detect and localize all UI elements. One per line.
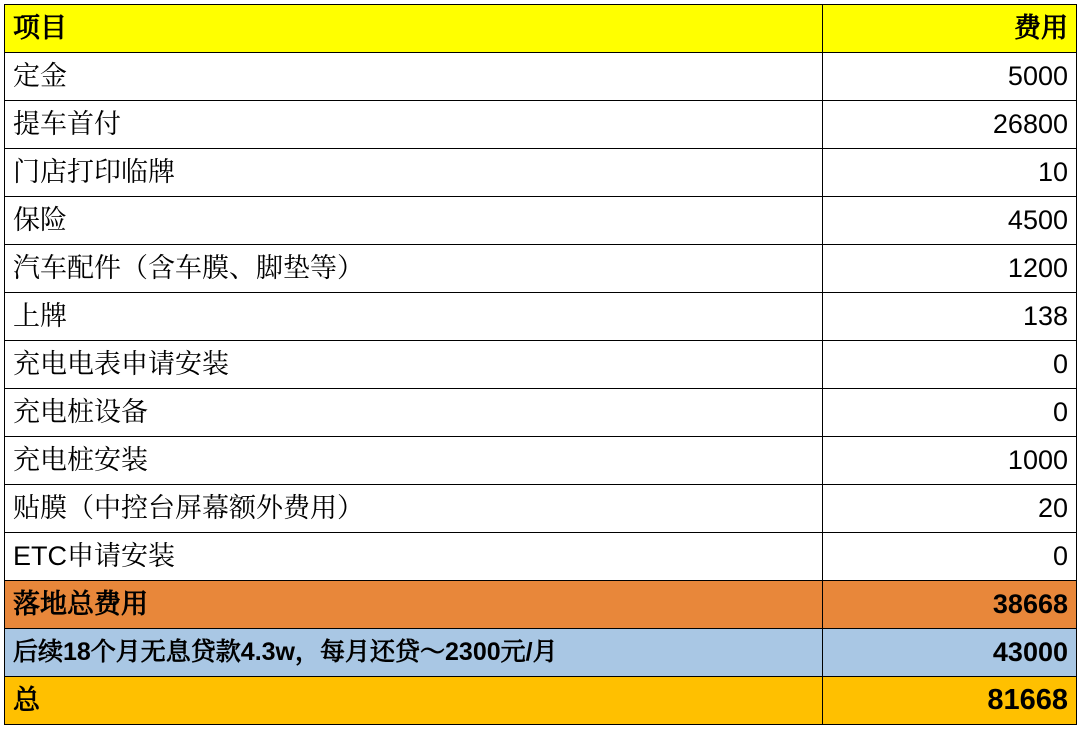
cost-table <box>4 4 1077 725</box>
cell-item[interactable]: 总 <box>5 677 823 725</box>
table-row[interactable] <box>5 581 1077 629</box>
cell-item[interactable]: 充电桩安装 <box>5 437 823 485</box>
table-row[interactable] <box>5 437 1077 485</box>
cell-fee[interactable]: 0 <box>823 341 1077 389</box>
table-row[interactable] <box>5 53 1077 101</box>
cell-fee[interactable]: 138 <box>823 293 1077 341</box>
cell-item[interactable]: 定金 <box>5 53 823 101</box>
table-row[interactable] <box>5 485 1077 533</box>
cell-fee[interactable]: 43000 <box>823 629 1077 677</box>
table-row[interactable] <box>5 245 1077 293</box>
cell-item[interactable]: 汽车配件（含车膜、脚垫等） <box>5 245 823 293</box>
table-row[interactable] <box>5 389 1077 437</box>
table-row[interactable] <box>5 677 1077 725</box>
cell-fee[interactable]: 26800 <box>823 101 1077 149</box>
table-row[interactable] <box>5 197 1077 245</box>
table-row[interactable] <box>5 149 1077 197</box>
cell-fee[interactable]: 38668 <box>823 581 1077 629</box>
column-header-fee: 费用 <box>823 5 1077 53</box>
column-header-item: 项目 <box>5 5 823 53</box>
cell-item[interactable]: 门店打印临牌 <box>5 149 823 197</box>
cell-item[interactable]: 上牌 <box>5 293 823 341</box>
cell-item[interactable]: ETC申请安装 <box>5 533 823 581</box>
table-row[interactable] <box>5 293 1077 341</box>
cell-fee[interactable]: 4500 <box>823 197 1077 245</box>
cell-fee[interactable]: 1200 <box>823 245 1077 293</box>
cell-fee[interactable]: 0 <box>823 533 1077 581</box>
cell-item[interactable]: 落地总费用 <box>5 581 823 629</box>
cell-fee[interactable]: 1000 <box>823 437 1077 485</box>
table-row[interactable] <box>5 101 1077 149</box>
table-header-row <box>5 5 1077 53</box>
cell-item[interactable]: 后续18个月无息贷款4.3w，每月还贷～2300元/月 <box>5 629 823 677</box>
table-body <box>5 5 1077 725</box>
cell-item[interactable]: 保险 <box>5 197 823 245</box>
table-row[interactable] <box>5 533 1077 581</box>
cell-item[interactable]: 充电桩设备 <box>5 389 823 437</box>
cell-fee[interactable]: 10 <box>823 149 1077 197</box>
cell-fee[interactable]: 20 <box>823 485 1077 533</box>
cell-fee[interactable]: 81668 <box>823 677 1077 725</box>
cell-item[interactable]: 提车首付 <box>5 101 823 149</box>
cell-fee[interactable]: 0 <box>823 389 1077 437</box>
cell-item[interactable]: 充电电表申请安装 <box>5 341 823 389</box>
cell-item[interactable]: 贴膜（中控台屏幕额外费用） <box>5 485 823 533</box>
table-row[interactable] <box>5 629 1077 677</box>
table-row[interactable] <box>5 341 1077 389</box>
cell-fee[interactable]: 5000 <box>823 53 1077 101</box>
